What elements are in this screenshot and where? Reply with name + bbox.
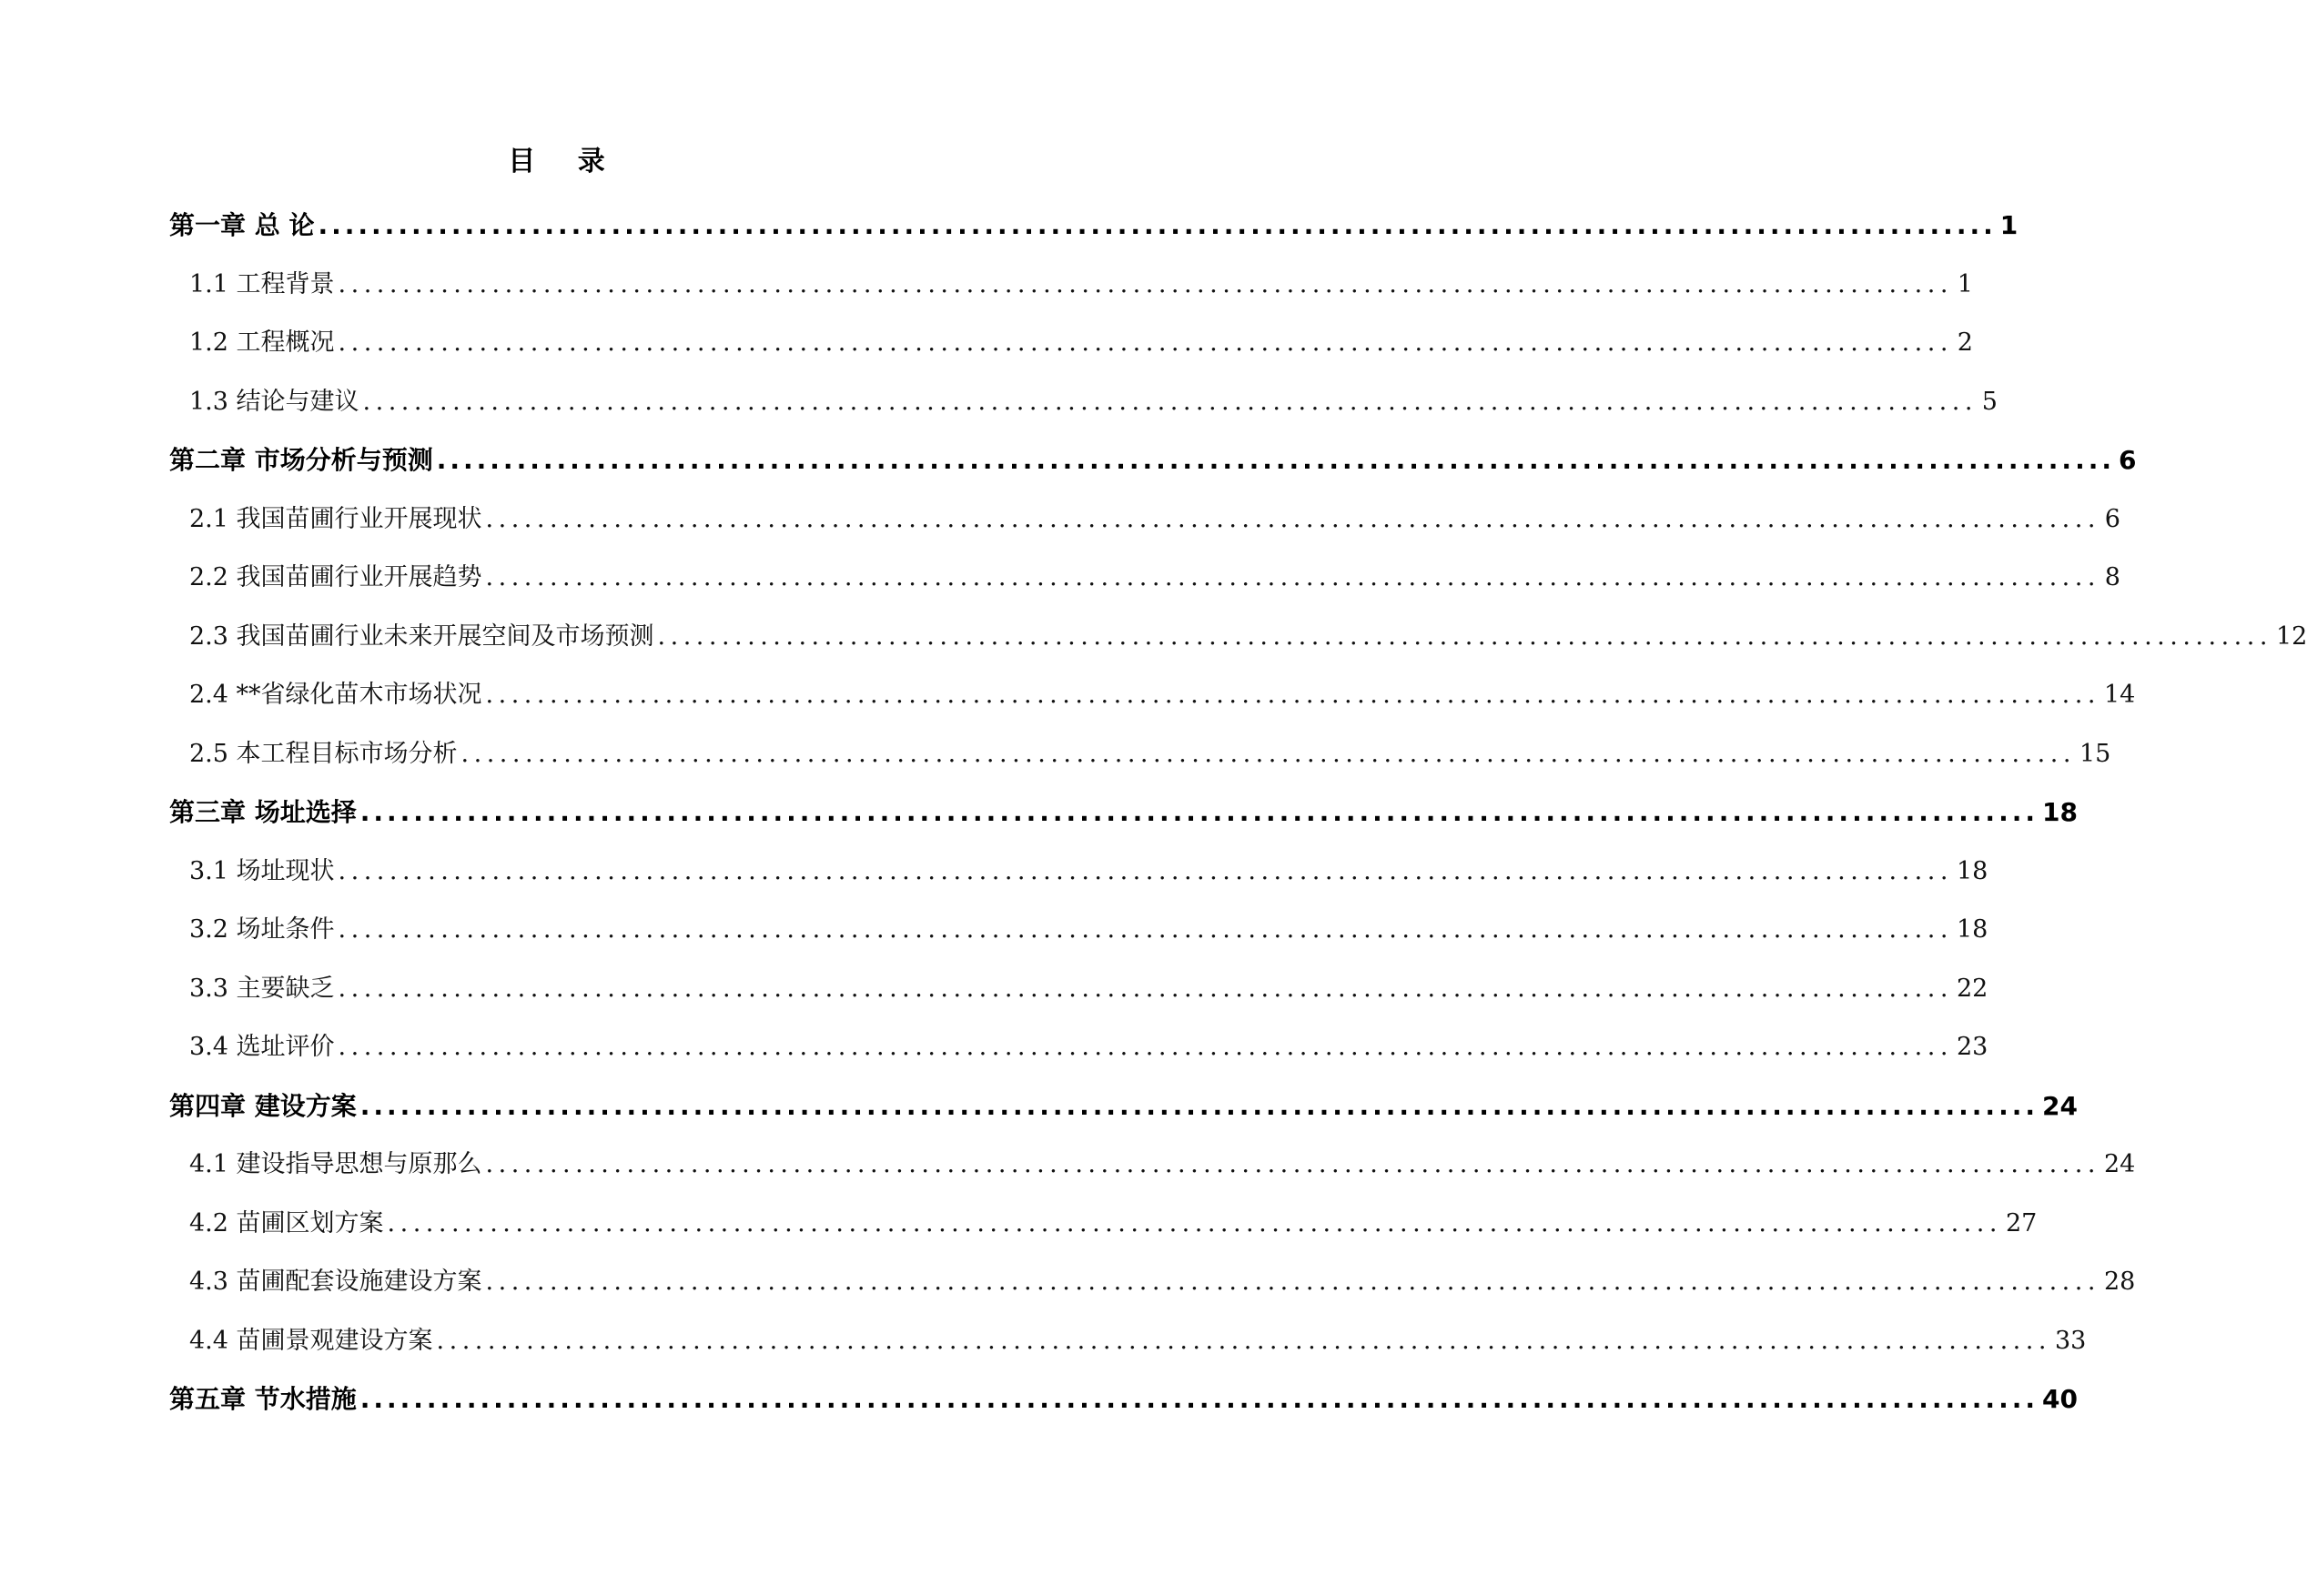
toc-entry-label: 2.4 **省绿化苗木市场状况: [189, 681, 482, 709]
toc-title: 目 录: [508, 146, 622, 177]
toc-entry-label: 第二章 市场分析与预测: [169, 445, 433, 475]
toc-entry-label: 1.1 工程背景: [189, 269, 335, 298]
toc-leader-dots: ..............................................................................................................................: [318, 210, 1997, 240]
toc-entry-chapter-4[interactable]: [169, 1088, 2078, 1147]
toc-leader-dots: ..............................................................................................................................: [657, 621, 2272, 651]
toc-entry-chapter-2[interactable]: [169, 442, 2137, 501]
toc-entry-label: 4.4 苗圃景观建设方案: [189, 1326, 433, 1355]
toc-entry-page-number: 40: [2041, 1384, 2078, 1414]
toc-entry-label: 4.3 苗圃配套设施建设方案: [189, 1268, 482, 1296]
toc-leader-dots: ..............................................................................................................................: [359, 797, 2039, 827]
toc-entry-page-number: 8: [2104, 563, 2120, 591]
toc-entry-page-number: 12: [2275, 621, 2307, 651]
toc-entry-page-number: 6: [2104, 504, 2120, 533]
toc-entry-section-2-3[interactable]: [169, 619, 2307, 678]
toc-entry-page-number: 2: [1957, 328, 1973, 357]
toc-entry-section-4-3[interactable]: [169, 1264, 2136, 1323]
toc-entry-label: 3.2 场址条件: [189, 915, 335, 944]
toc-entry-page-number: 1: [1957, 269, 1973, 298]
toc-leader-dots: ..............................................................................................................................: [359, 1090, 2039, 1121]
toc-entry-page-number: 1: [1999, 210, 2019, 240]
toc-entry-page-number: 22: [1956, 974, 1988, 1003]
toc-entry-section-3-1[interactable]: [169, 854, 1988, 913]
toc-entry-chapter-3[interactable]: [169, 794, 2078, 854]
toc-entry-page-number: 15: [2079, 739, 2111, 768]
toc-entry-section-3-3[interactable]: [169, 971, 1988, 1030]
toc-leader-dots: ..............................................................................................................................: [338, 328, 1953, 357]
toc-leader-dots: ..............................................................................................................................: [485, 681, 2100, 709]
toc-leader-dots: ..............................................................................................................................: [338, 856, 1953, 885]
toc-entry-section-3-4[interactable]: [169, 1029, 1988, 1088]
toc-leader-dots: ..............................................................................................................................: [485, 1150, 2100, 1178]
toc-leader-dots: ..............................................................................................................................: [436, 1326, 2051, 1355]
toc-entry-label: 2.3 我国苗圃行业未来开展空间及市场预测: [189, 621, 654, 651]
toc-entry-page-number: 18: [1956, 915, 1988, 944]
toc-entry-chapter-1[interactable]: [169, 207, 2019, 267]
toc-entry-label: 3.3 主要缺乏: [189, 974, 335, 1003]
toc-leader-dots: ..............................................................................................................................: [338, 1033, 1953, 1061]
toc-entry-section-2-5[interactable]: [169, 736, 2111, 795]
toc-entry-section-2-1[interactable]: [169, 501, 2120, 561]
toc-entry-section-3-2[interactable]: [169, 912, 1988, 971]
toc-entry-label: 4.1 建设指导思想与原那么: [189, 1150, 482, 1178]
toc-leader-dots: ..............................................................................................................................: [359, 1384, 2039, 1414]
toc-entry-page-number: 33: [2054, 1326, 2087, 1355]
toc-entry-label: 2.2 我国苗圃行业开展趋势: [189, 563, 482, 591]
toc-entry-section-2-2[interactable]: [169, 560, 2120, 619]
toc-entry-label: 4.2 苗圃区划方案: [189, 1208, 384, 1237]
toc-entry-page-number: 6: [2118, 445, 2137, 475]
toc-entry-section-4-1[interactable]: [169, 1146, 2136, 1206]
toc-entry-page-number: 24: [2041, 1090, 2078, 1121]
toc-entry-page-number: 18: [2041, 797, 2078, 827]
toc-entry-section-1-2[interactable]: [169, 325, 1973, 384]
toc-leader-dots: ..............................................................................................................................: [338, 974, 1953, 1003]
toc-entry-page-number: 18: [1956, 856, 1988, 885]
toc-entry-label: 3.4 选址评价: [189, 1033, 335, 1061]
toc-entry-page-number: 14: [2103, 681, 2136, 709]
toc-leader-dots: ..............................................................................................................................: [485, 563, 2100, 591]
toc-entry-label: 2.1 我国苗圃行业开展现状: [189, 504, 482, 533]
toc-entry-section-1-1[interactable]: [169, 267, 1973, 326]
toc-leader-dots: ..............................................................................................................................: [362, 387, 1978, 416]
toc-entry-label: 第五章 节水措施: [169, 1384, 357, 1414]
toc-entry-page-number: 24: [2103, 1150, 2136, 1178]
toc-entry-label: 第四章 建设方案: [169, 1090, 357, 1121]
toc-entry-section-4-2[interactable]: [169, 1206, 2038, 1265]
toc-entry-page-number: 5: [1981, 387, 1998, 416]
toc-entry-page-number: 27: [2005, 1208, 2038, 1237]
toc-entry-label: 2.5 本工程目标市场分析: [189, 739, 458, 768]
toc-entry-label: 3.1 场址现状: [189, 856, 335, 885]
toc-leader-dots: ..............................................................................................................................: [460, 739, 2076, 768]
toc-list: [169, 207, 2307, 1440]
toc-entry-page-number: 23: [1956, 1033, 1988, 1061]
toc-leader-dots: ..............................................................................................................................: [387, 1208, 2002, 1237]
toc-entry-label: 第一章 总 论: [169, 210, 315, 240]
toc-entry-page-number: 28: [2103, 1268, 2136, 1296]
toc-leader-dots: ..............................................................................................................................: [338, 269, 1953, 298]
toc-entry-label: 1.3 结论与建议: [189, 387, 359, 416]
toc-leader-dots: ..............................................................................................................................: [436, 445, 2115, 475]
toc-entry-label: 第三章 场址选择: [169, 797, 357, 827]
toc-entry-chapter-5[interactable]: [169, 1381, 2078, 1440]
toc-leader-dots: ..............................................................................................................................: [485, 504, 2100, 533]
toc-entry-section-4-4[interactable]: [169, 1323, 2087, 1382]
toc-entry-section-1-3[interactable]: [169, 384, 1998, 443]
toc-leader-dots: ..............................................................................................................................: [338, 915, 1953, 944]
toc-entry-label: 1.2 工程概况: [189, 328, 335, 357]
toc-entry-section-2-4[interactable]: [169, 677, 2136, 736]
toc-leader-dots: ..............................................................................................................................: [485, 1268, 2100, 1296]
